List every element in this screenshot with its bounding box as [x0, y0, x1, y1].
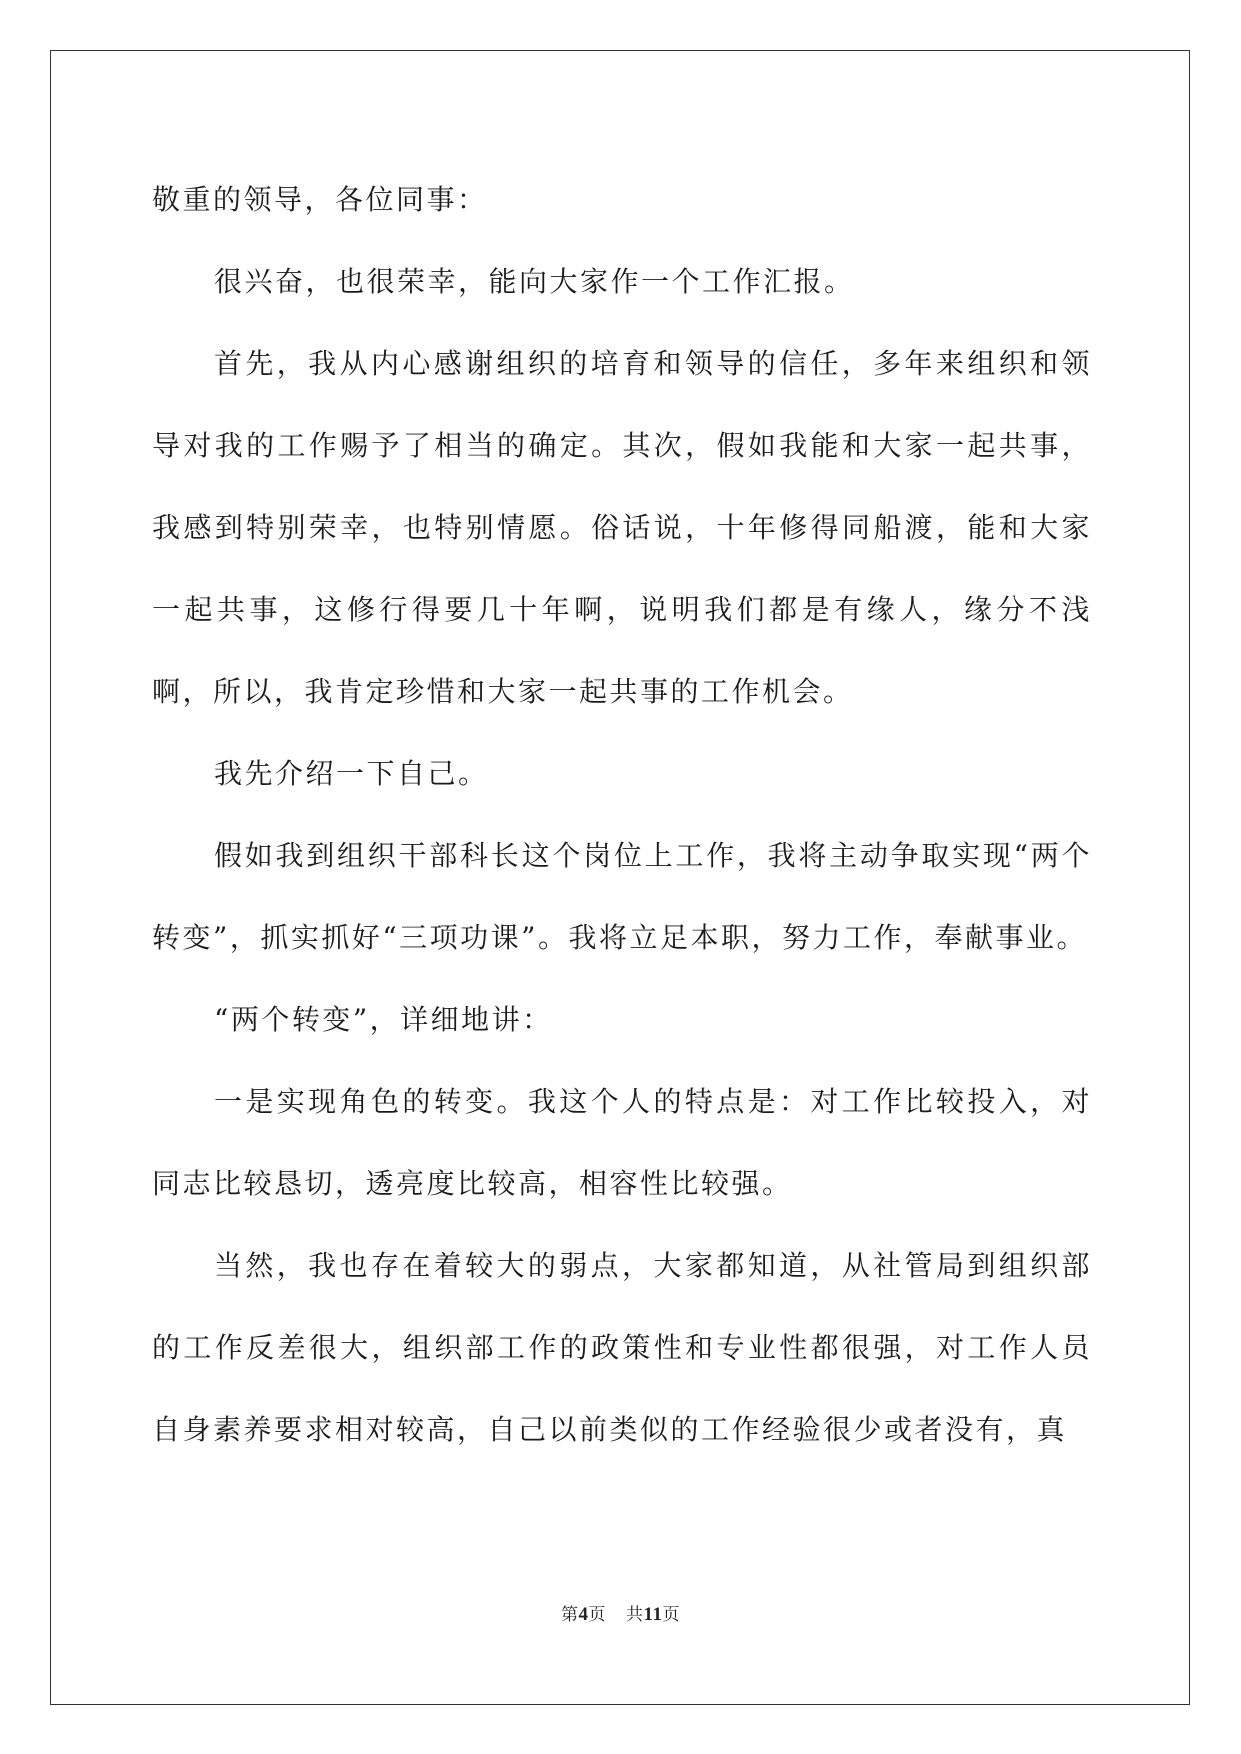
total-label-prefix: 共: [626, 1605, 644, 1625]
page-footer: [0, 1600, 1241, 1626]
paragraph: 我先介绍一下自己。: [214, 757, 489, 790]
document-body: [152, 159, 1092, 1471]
total-label-suffix: 页: [662, 1605, 680, 1625]
paragraph: 首先，我从内心感谢组织的培育和领导的信任，多年来组织和领导对我的工作赐予了相当的确定。其次，假如我能和大家一起共事，我感到特别荣幸，也特别情愿。俗话说，十年修得同船渡，能和大家一起共事，这修行得要几十年啊，说明我们都是有缘人，缘分不浅啊，所以，我肯定珍惜和大家一起共事的工作机会。: [152, 347, 1092, 708]
page-number-current: 4: [578, 1604, 589, 1625]
paragraph: 很兴奋，也很荣幸，能向大家作一个工作汇报。: [214, 265, 855, 298]
paragraph: 假如我到组织干部科长这个岗位上工作，我将主动争取实现“两个转变”，抓实抓好“三项功课”。我将立足本职，努力工作，奉献事业。: [152, 839, 1092, 954]
paragraph: 一是实现角色的转变。我这个人的特点是：对工作比较投入，对同志比较恳切，透亮度比较高，相容性比较强。: [152, 1085, 1092, 1200]
page-label-suffix: 页: [588, 1605, 607, 1625]
paragraph: 当然，我也存在着较大的弱点，大家都知道，从社管局到组织部的工作反差很大，组织部工作的政策性和专业性都很强，对工作人员自身素养要求相对较高，自己以前类似的工作经验很少或者没有，真: [152, 1249, 1092, 1446]
page-number-total: 11: [643, 1604, 663, 1625]
page-label-prefix: 第: [561, 1605, 579, 1625]
paragraph: “两个转变”，详细地讲：: [214, 1003, 553, 1036]
paragraph-salutation: 敬重的领导，各位同事：: [152, 183, 488, 216]
